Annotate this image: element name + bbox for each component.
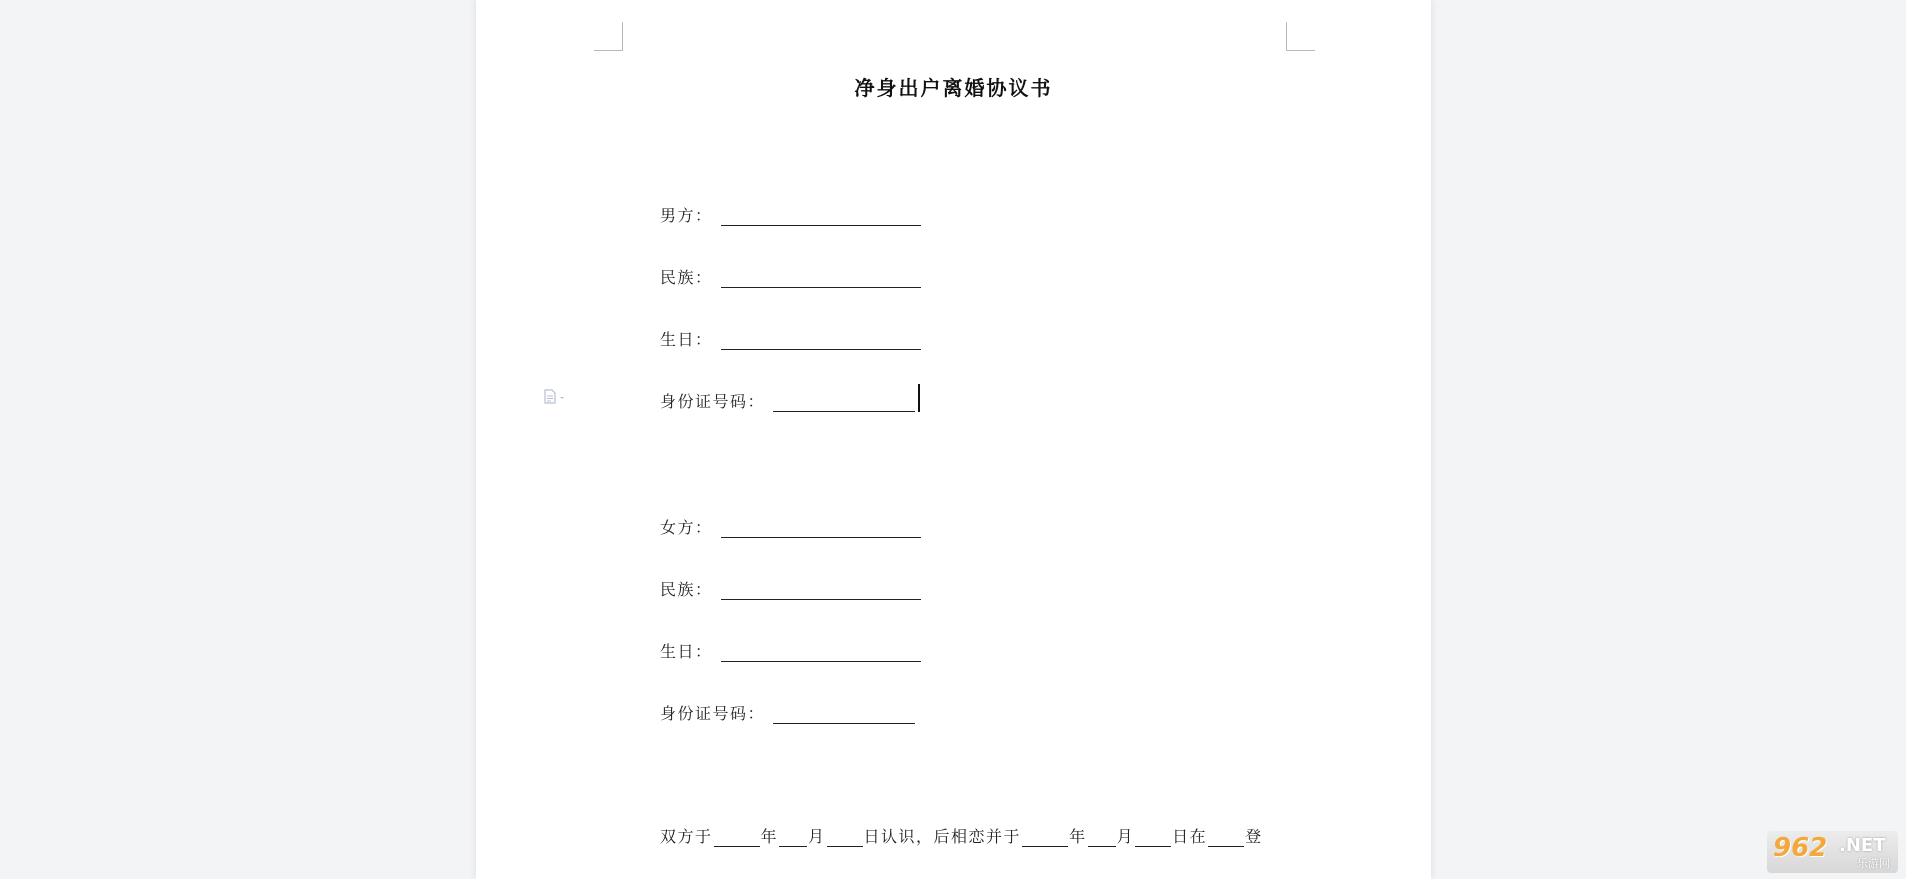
body-text: 双方于 <box>660 827 713 846</box>
blank-day-1[interactable] <box>827 828 863 847</box>
watermark-main-text: 962 <box>1773 833 1828 863</box>
female-name-blank[interactable] <box>721 515 921 538</box>
female-birthday-blank[interactable] <box>721 639 921 662</box>
female-ethnicity-field[interactable] <box>660 574 921 600</box>
watermark-net-text: .NET <box>1839 835 1886 856</box>
body-text: 登 <box>1245 827 1263 846</box>
body-text: 年 <box>760 827 779 846</box>
male-name-label: 男方： <box>660 206 713 225</box>
body-paragraph[interactable] <box>660 824 1263 847</box>
female-ethnicity-blank[interactable] <box>721 577 921 600</box>
document-title[interactable]: 净身出户离婚协议书 <box>854 76 1053 100</box>
body-text: 月 <box>1116 827 1135 846</box>
document-page[interactable] <box>476 0 1431 879</box>
body-text: 月 <box>808 827 826 846</box>
male-birthday-label: 生日： <box>660 330 713 349</box>
blank-place[interactable] <box>1208 828 1244 847</box>
margin-corner-top-right <box>1286 22 1315 51</box>
body-text: 日在 <box>1172 827 1208 846</box>
blank-month-1[interactable] <box>779 828 807 847</box>
text-cursor <box>918 384 920 412</box>
male-id-blank[interactable] <box>773 389 915 412</box>
male-id-label: 身份证号码： <box>660 392 766 411</box>
male-birthday-blank[interactable] <box>721 327 921 350</box>
margin-corner-top-left <box>594 22 623 51</box>
body-text: 年 <box>1069 827 1087 846</box>
blank-year-1[interactable] <box>714 828 760 847</box>
male-name-blank[interactable] <box>721 203 921 226</box>
male-name-field[interactable] <box>660 200 921 226</box>
female-name-field[interactable] <box>660 512 921 538</box>
blank-day-2[interactable] <box>1135 828 1171 847</box>
female-birthday-field[interactable] <box>660 636 921 662</box>
female-ethnicity-label: 民族： <box>660 580 713 599</box>
female-birthday-label: 生日： <box>660 642 713 661</box>
blank-year-2[interactable] <box>1022 828 1068 847</box>
body-text: 日认识，后相恋并于 <box>863 827 1022 846</box>
site-watermark-logo <box>1767 831 1898 873</box>
female-id-label: 身份证号码： <box>660 704 766 723</box>
document-options-icon[interactable] <box>543 389 569 405</box>
female-id-blank[interactable] <box>773 701 915 724</box>
male-ethnicity-label: 民族： <box>660 268 713 287</box>
male-id-field[interactable] <box>660 386 915 412</box>
male-birthday-field[interactable] <box>660 324 921 350</box>
blank-month-2[interactable] <box>1088 828 1116 847</box>
watermark-sub-text: 乐游网 <box>1857 857 1890 870</box>
male-ethnicity-blank[interactable] <box>721 265 921 288</box>
female-name-label: 女方： <box>660 518 713 537</box>
male-ethnicity-field[interactable] <box>660 262 921 288</box>
female-id-field[interactable] <box>660 698 915 724</box>
